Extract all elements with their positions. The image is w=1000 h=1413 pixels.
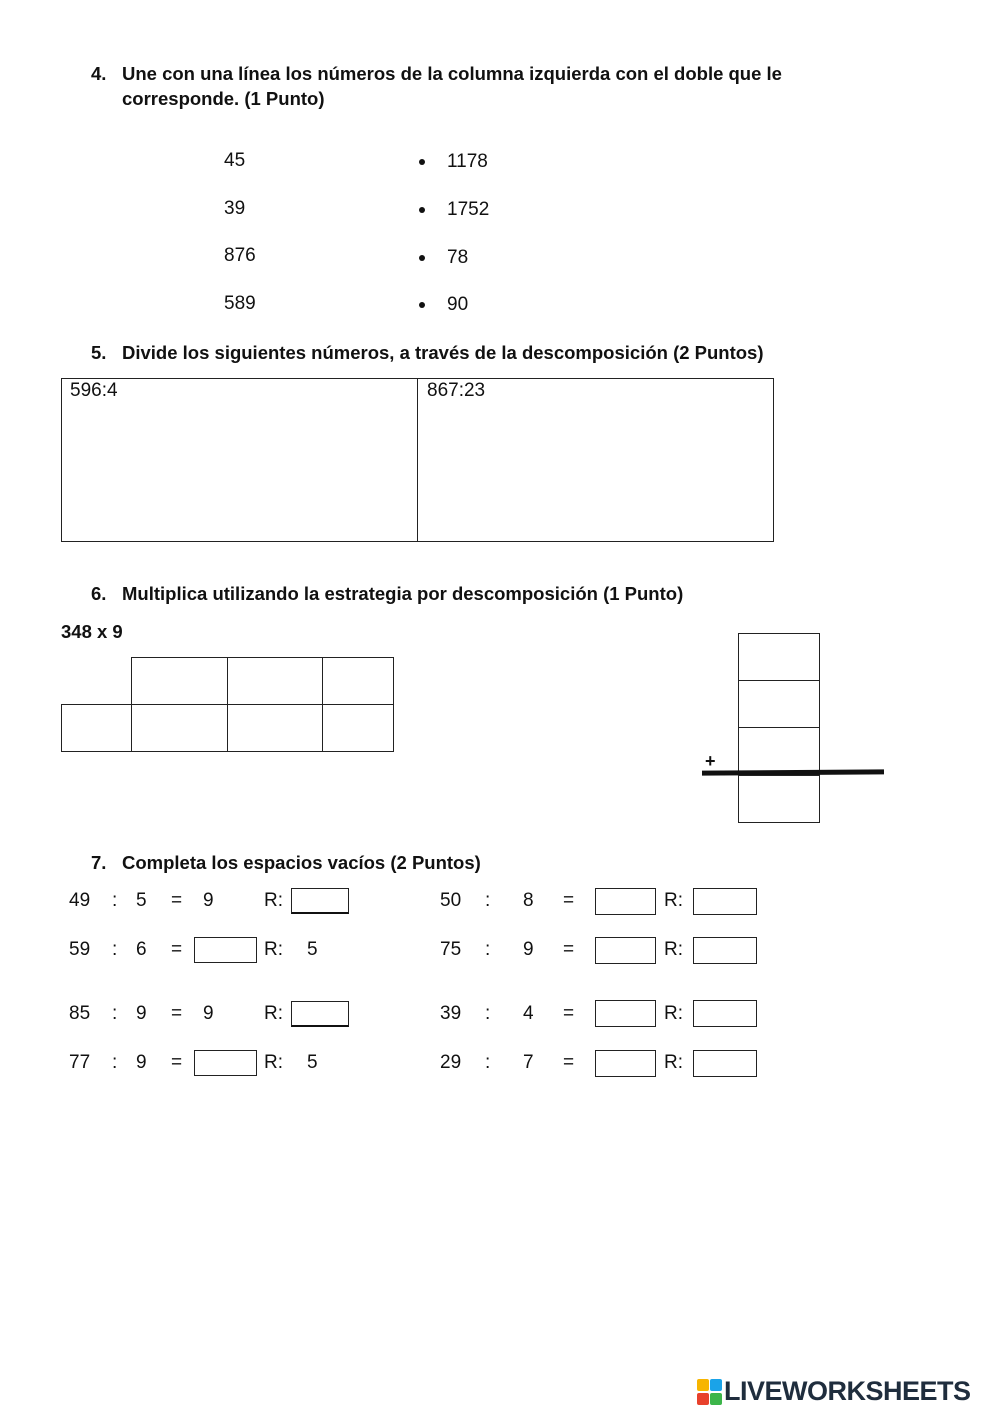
remainder-input[interactable] <box>693 1000 757 1027</box>
divisor: 6 <box>136 939 147 960</box>
dividend: 75 <box>440 939 462 960</box>
q5-heading <box>91 340 891 365</box>
bullet-dot[interactable] <box>419 207 425 213</box>
q4-right-number: 90 <box>447 294 469 315</box>
logo-square <box>697 1393 709 1405</box>
plus-sign: + <box>705 751 716 771</box>
division-box-1-label: 596:4 <box>70 380 118 401</box>
logo-square <box>697 1379 709 1391</box>
colon: : <box>112 1003 118 1024</box>
q4-number: 4. <box>91 63 107 84</box>
colon: : <box>112 890 118 911</box>
q4-left-number: 876 <box>224 245 256 266</box>
quotient: 9 <box>203 1003 214 1024</box>
q4-left-number: 589 <box>224 293 256 314</box>
q4-right-number: 78 <box>447 247 469 268</box>
sum-cell[interactable] <box>738 680 820 728</box>
remainder-label: R: <box>664 939 683 960</box>
multiplication-cell[interactable] <box>322 657 394 705</box>
sum-cell[interactable] <box>738 727 820 775</box>
equals: = <box>171 890 183 911</box>
q4-left-number: 39 <box>224 198 246 219</box>
equals: = <box>563 890 575 911</box>
equals: = <box>563 1052 575 1073</box>
divisor: 9 <box>523 939 534 960</box>
q5-number: 5. <box>91 342 107 363</box>
remainder-input[interactable] <box>693 888 757 915</box>
q6-number: 6. <box>91 583 107 604</box>
dividend: 85 <box>69 1003 91 1024</box>
remainder-input[interactable] <box>693 937 757 964</box>
equals: = <box>171 1052 183 1073</box>
multiplication-cell[interactable] <box>131 657 228 705</box>
q7-number: 7. <box>91 852 107 873</box>
dividend: 39 <box>440 1003 462 1024</box>
remainder-input[interactable] <box>291 1001 349 1027</box>
remainder-label: R: <box>264 1052 283 1073</box>
quotient-input[interactable] <box>194 1050 257 1076</box>
divisor: 5 <box>136 890 147 911</box>
q7-text: Completa los espacios vacíos (2 Puntos) <box>122 852 481 873</box>
liveworksheets-logo-icon <box>697 1379 723 1407</box>
colon: : <box>485 890 491 911</box>
quotient-input[interactable] <box>595 1050 656 1077</box>
remainder-label: R: <box>264 939 283 960</box>
dividend: 59 <box>69 939 91 960</box>
multiplication-cell[interactable] <box>227 704 323 752</box>
quotient-input[interactable] <box>595 1000 656 1027</box>
multiplication-cell[interactable] <box>61 704 132 752</box>
remainder-input[interactable] <box>291 888 349 914</box>
q6-problem: 348 x 9 <box>61 621 123 642</box>
multiplication-cell[interactable] <box>227 657 323 705</box>
division-box-1[interactable] <box>61 378 418 542</box>
dividend: 77 <box>69 1052 91 1073</box>
divisor: 7 <box>523 1052 534 1073</box>
equals: = <box>563 1003 575 1024</box>
quotient-input[interactable] <box>194 937 257 963</box>
sum-cell[interactable] <box>738 633 820 681</box>
q6-heading <box>91 581 891 606</box>
remainder-label: R: <box>664 1052 683 1073</box>
quotient: 9 <box>203 890 214 911</box>
logo-square <box>710 1379 722 1391</box>
sum-result-cell[interactable] <box>738 775 820 823</box>
quotient-input[interactable] <box>595 888 656 915</box>
quotient-input[interactable] <box>595 937 656 964</box>
bullet-dot[interactable] <box>419 159 425 165</box>
q4-text-line1: Une con una línea los números de la columna izquierda con el doble que le <box>122 63 782 84</box>
divisor: 8 <box>523 890 534 911</box>
equals: = <box>563 939 575 960</box>
equals: = <box>171 1003 183 1024</box>
divisor: 9 <box>136 1052 147 1073</box>
q4-left-number: 45 <box>224 150 246 171</box>
q4-right-number: 1752 <box>447 199 490 220</box>
dividend: 29 <box>440 1052 462 1073</box>
colon: : <box>485 939 491 960</box>
remainder-input[interactable] <box>693 1050 757 1077</box>
divisor: 9 <box>136 1003 147 1024</box>
dividend: 50 <box>440 890 462 911</box>
remainder: 5 <box>307 1052 318 1073</box>
colon: : <box>112 939 118 960</box>
q5-text: Divide los siguientes números, a través de la descomposición (2 Puntos) <box>122 342 764 363</box>
divisor: 4 <box>523 1003 534 1024</box>
remainder: 5 <box>307 939 318 960</box>
multiplication-cell[interactable] <box>131 704 228 752</box>
colon: : <box>112 1052 118 1073</box>
q4-text-line2: corresponde. (1 Punto) <box>122 88 325 109</box>
logo-square <box>710 1393 722 1405</box>
remainder-label: R: <box>664 1003 683 1024</box>
bullet-dot[interactable] <box>419 255 425 261</box>
liveworksheets-brand: LIVEWORKSHEETS <box>724 1376 971 1406</box>
remainder-label: R: <box>264 1003 283 1024</box>
q6-text: Multiplica utilizando la estrategia por descomposición (1 Punto) <box>122 583 684 604</box>
q4-heading <box>91 61 891 111</box>
colon: : <box>485 1003 491 1024</box>
q4-right-number: 1178 <box>447 151 488 172</box>
bullet-dot[interactable] <box>419 302 425 308</box>
equals: = <box>171 939 183 960</box>
division-box-2-label: 867:23 <box>427 380 486 401</box>
division-box-2[interactable] <box>417 378 774 542</box>
remainder-label: R: <box>664 890 683 911</box>
multiplication-cell[interactable] <box>322 704 394 752</box>
dividend: 49 <box>69 890 91 911</box>
q7-heading <box>91 850 891 875</box>
remainder-label: R: <box>264 890 283 911</box>
colon: : <box>485 1052 491 1073</box>
